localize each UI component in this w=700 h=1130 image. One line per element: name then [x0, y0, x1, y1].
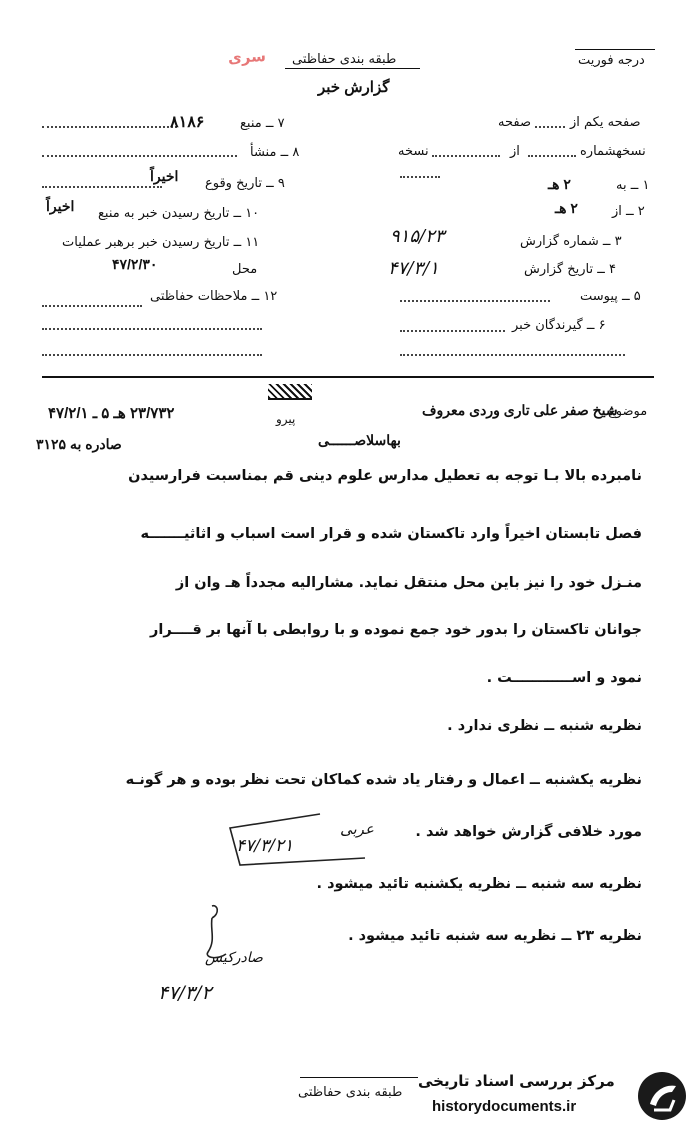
watermark-logo-icon [636, 1070, 688, 1122]
classification-label: طبقه بندی حفاظتی [292, 52, 397, 67]
copy-of: از [510, 144, 520, 159]
f6-line [400, 330, 505, 332]
urgency-label: درجه فوریت [578, 53, 645, 68]
right-extra-line [400, 354, 625, 356]
f12-label: ۱۲ ــ ملاحظات حفاظتی [150, 289, 278, 304]
page-label: صفحه یکم از [570, 115, 641, 130]
body-line: فصل تابستان اخیراً وارد تاکستان شده و قرار است اسباب و اثاثیـــــــه [140, 526, 642, 542]
page-line [535, 126, 565, 128]
signature-name: صادرکیس [205, 950, 263, 966]
f11-value: ۴۷/۲/۳۰ [112, 256, 158, 272]
redaction-mark [268, 384, 312, 400]
f3-value: ۹۱۵/۲۳ [390, 226, 445, 247]
f12-line [42, 305, 142, 307]
f2-value: ۲ هـ [555, 200, 578, 216]
signature-date: ۴۷/۳/۲ [158, 982, 212, 1004]
footer-classification: طبقه بندی حفاظتی [298, 1085, 403, 1100]
body-line: جوانان تاکستان را بدور خود جمع نموده و با روابطی با آنها بر قــــرار [150, 622, 642, 638]
salutation: بهاسلاصــــــی [318, 432, 401, 448]
header-gap-line [400, 176, 440, 178]
opinion-line: نظریه سه شنبه ــ نظریه یکشنبه تائید میشود . [316, 876, 642, 892]
left-extra-line-2 [42, 354, 262, 356]
opinion-line: نظریه شنبه ــ نظری ندارد . [447, 718, 642, 734]
f3-label: ۳ ــ شماره گزارش [520, 234, 622, 249]
watermark-text: مرکز بررسی اسناد تاریخی [418, 1072, 615, 1090]
copy-suffix: نسخه [398, 144, 429, 159]
footer-line [300, 1077, 418, 1078]
f1-value: ۲ هـ [548, 176, 571, 192]
f10-label: ۱۰ ــ تاریخ رسیدن خبر به منبع [98, 206, 260, 221]
f5-line [400, 300, 550, 302]
urgency-underline [575, 49, 655, 50]
f11-place-label: محل [232, 262, 258, 277]
subject-text: شیخ صفر علی تاری وردی معروف [422, 402, 618, 418]
watermark-url: historydocuments.ir [432, 1098, 577, 1115]
margin-note: عربی [340, 820, 374, 838]
copy-label: نسخهشماره [580, 144, 646, 159]
f7-value: ۸۱۸۶ [170, 112, 205, 131]
f9-line [42, 186, 162, 188]
opinion-line: نظریه یکشنبه ــ اعمال و رفتار یاد شده کماکان تحت نظر بوده و هر گونـه [125, 772, 642, 788]
copy-line-2 [528, 155, 576, 157]
f10-value: اخیراً [46, 198, 75, 214]
subject-label: موضوع [608, 404, 648, 419]
f4-value: ۴۷/۳/۱ [388, 258, 439, 279]
subject-issued: صادره به ۳۱۲۵ [36, 436, 122, 452]
copy-line-1 [432, 155, 500, 157]
f2-label: ۲ ــ از [612, 204, 645, 219]
red-stamp: سری [227, 47, 267, 67]
opinion-line: نظریه ۲۳ ــ نظریه سه شنبه تائید میشود . [348, 928, 642, 944]
f9-value: اخیراً [150, 168, 179, 184]
f11-label: ۱۱ ــ تاریخ رسیدن خبر برهبر عملیات [62, 235, 260, 250]
f7-line [42, 126, 177, 128]
section-divider [42, 376, 654, 378]
subject-superscript: پیرو [276, 412, 296, 426]
subject-reference: ۲۳/۷۳۲ هـ ۵ ـ ۴۷/۲/۱ [48, 405, 175, 422]
f8-label: ۸ ــ منشأ [250, 145, 300, 160]
f4-label: ۴ ــ تاریخ گزارش [524, 262, 616, 277]
opinion-line: مورد خلافی گزارش خواهد شد . [415, 824, 642, 840]
body-line: نمود و اســــــــــــت . [486, 670, 642, 686]
classification-underline [285, 68, 420, 69]
margin-date: ۴۷/۳/۲۱ [236, 836, 294, 856]
page-suffix: صفحه [498, 115, 531, 130]
body-line: منـزل خود را نیز باین محل منتقل نماید. مشارالیه مجدداً هـ وان از [175, 575, 642, 591]
f1-label: ۱ ــ به [616, 178, 650, 193]
f5-label: ۵ ــ پیوست [580, 289, 641, 304]
body-line: نامبرده بالا بـا توجه به تعطیل مدارس علوم دینی قم بمناسبت فرارسیدن [128, 468, 642, 484]
f7-label: ۷ ــ منبع [240, 116, 285, 131]
report-title: گزارش خبر [318, 79, 390, 96]
f9-label: ۹ ــ تاریخ وقوع [205, 176, 285, 191]
left-extra-line-1 [42, 328, 262, 330]
f6-label: ۶ ــ گیرندگان خبر [512, 318, 606, 333]
f8-line [42, 155, 237, 157]
